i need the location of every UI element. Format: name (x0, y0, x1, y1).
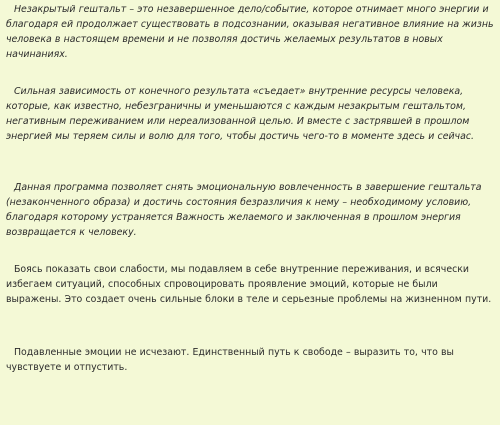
paragraph-suppressed-feelings: Боясь показать свои слабости, мы подавляем в себе внутренние переживания, и всячески избегаем ситуаций, способных спровоцировать проявление эмоций, которые не были выражены. Это создает очень сильные блоки в теле и серьезные проблемы на жизненном пути. (6, 264, 492, 305)
paragraph-gestalt-definition: Незакрытый гештальт – это незавершенное дело/событие, которое отнимает много энергии и благодаря ей продолжает существовать в подсознании, оказывая негативное влияние на жизнь человека в настоящем времени и не позволяя достичь желаемых результатов в новых начинаниях. (6, 4, 494, 60)
paragraph-path-to-freedom: Подавленные эмоции не исчезают. Единственный путь к свободе – выразить то, что вы чувствуете и отпустить. (6, 347, 454, 373)
paragraph-result-dependency: Сильная зависимость от конечного результата «съедает» внутренние ресурсы человека, которые, как известно, небезграничны и уменьшаются с каждым незакрытым гештальтом, негативным переживанием или нереализованной целью. И вместе с застрявшей в прошлом энергией мы теряем силы и волю для того, чтобы достичь чего-то в моменте здесь и сейчас. (6, 86, 474, 142)
paragraph-program-description: Данная программа позволяет снять эмоциональную вовлеченность в завершение гештальта (незаконченного образа) и достичь состояния безразличия к нему – необходимому условию, благодаря которому устраняется Важность желаемого и заключенная в прошлом энергия возвращается к человеку. (6, 182, 482, 238)
